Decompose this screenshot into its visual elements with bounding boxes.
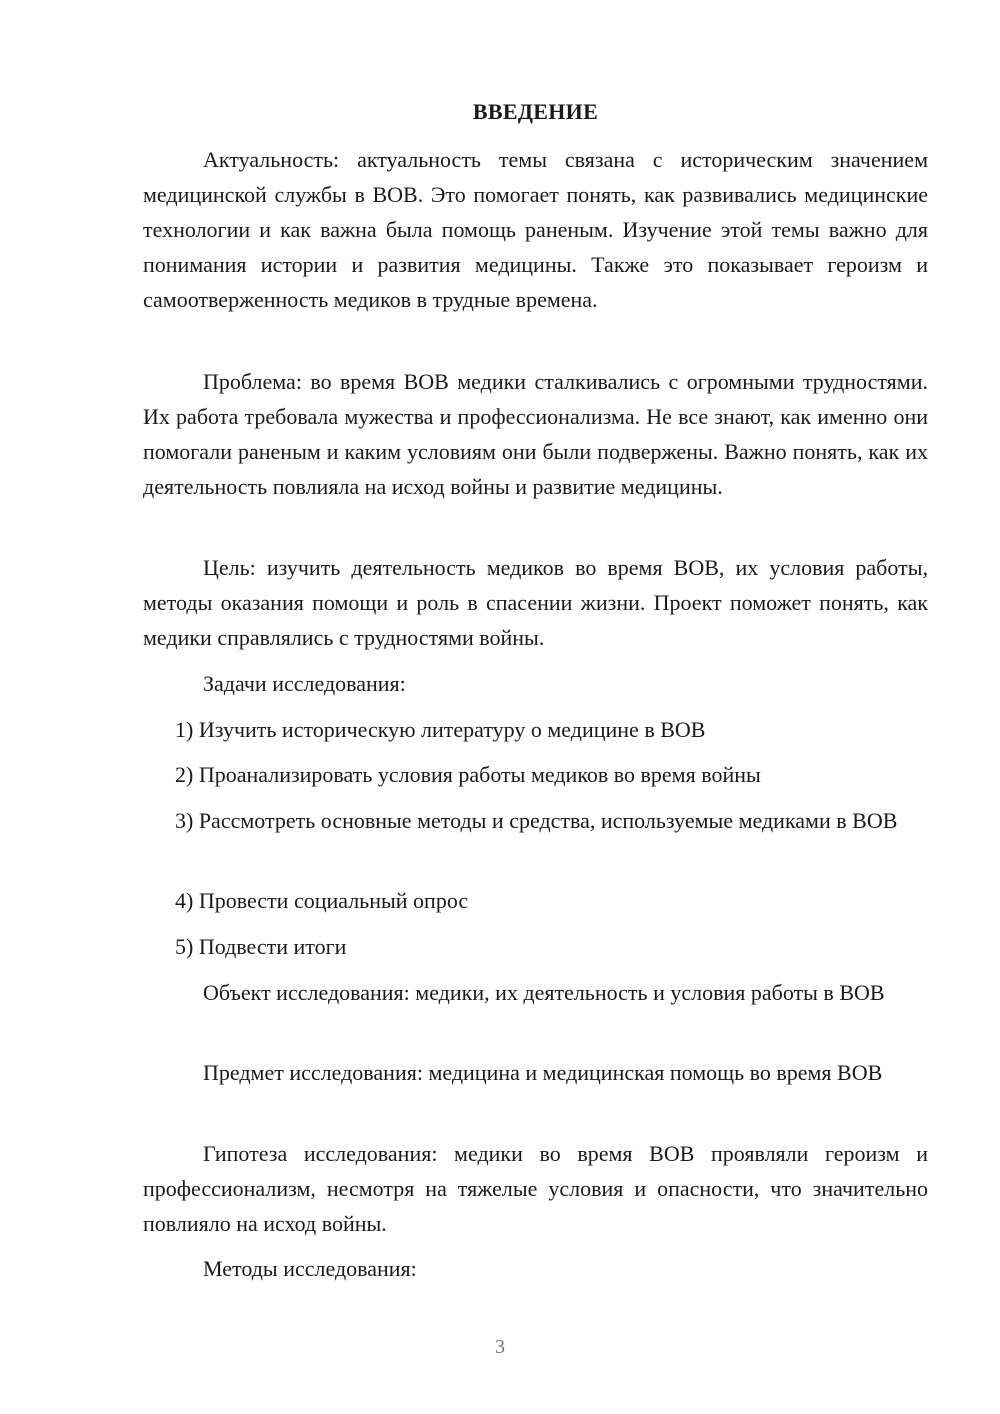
section-title: ВВЕДЕНИЕ <box>472 99 599 124</box>
task-item: 5) Подвести итоги <box>175 934 347 959</box>
task-item: 1) Изучить историческую литературу о медицине в ВОВ <box>175 717 706 742</box>
paragraph-relevance: Актуальность: актуальность темы связана с историческим значением медицинской службы в ВОВ. Это помогает понять, как развивались медицинские технологии и как важна была помощь раненым. Изучение этой темы важно для понимания истории и развития медицины. Также это показывает героизм и самоотверженность медиков в трудные времена. <box>143 147 928 312</box>
paragraph-subject: Предмет исследования: медицина и медицинская помощь во время ВОВ <box>203 1060 883 1085</box>
tasks-heading: Задачи исследования: <box>203 671 406 696</box>
task-item: 2) Проанализировать условия работы медиков во время войны <box>175 762 761 787</box>
page-number: 3 <box>495 1336 505 1358</box>
paragraph-object: Объект исследования: медики, их деятельность и условия работы в ВОВ <box>203 980 885 1005</box>
paragraph-hypothesis: Гипотеза исследования: медики во время ВОВ проявляли героизм и профессионализм, несмотря на тяжелые условия и опасности, что значительно повлияло на исход войны. <box>143 1141 928 1236</box>
task-item: 4) Провести социальный опрос <box>175 888 469 913</box>
paragraph-goal: Цель: изучить деятельность медиков во время ВОВ, их условия работы, методы оказания помощи и роль в спасении жизни. Проект поможет понять, как медики справлялись с трудностями войны. <box>143 555 928 650</box>
paragraph-problem: Проблема: во время ВОВ медики сталкивались с огромными трудностями. Их работа требовала мужества и профессионализма. Не все знают, как именно они помогали раненым и каким условиям они были подвержены. Важно понять, как их деятельность повлияла на исход войны и развитие медицины. <box>143 369 928 499</box>
methods-heading: Методы исследования: <box>203 1256 417 1281</box>
task-item: 3) Рассмотреть основные методы и средства, используемые медиками в ВОВ <box>175 808 898 833</box>
